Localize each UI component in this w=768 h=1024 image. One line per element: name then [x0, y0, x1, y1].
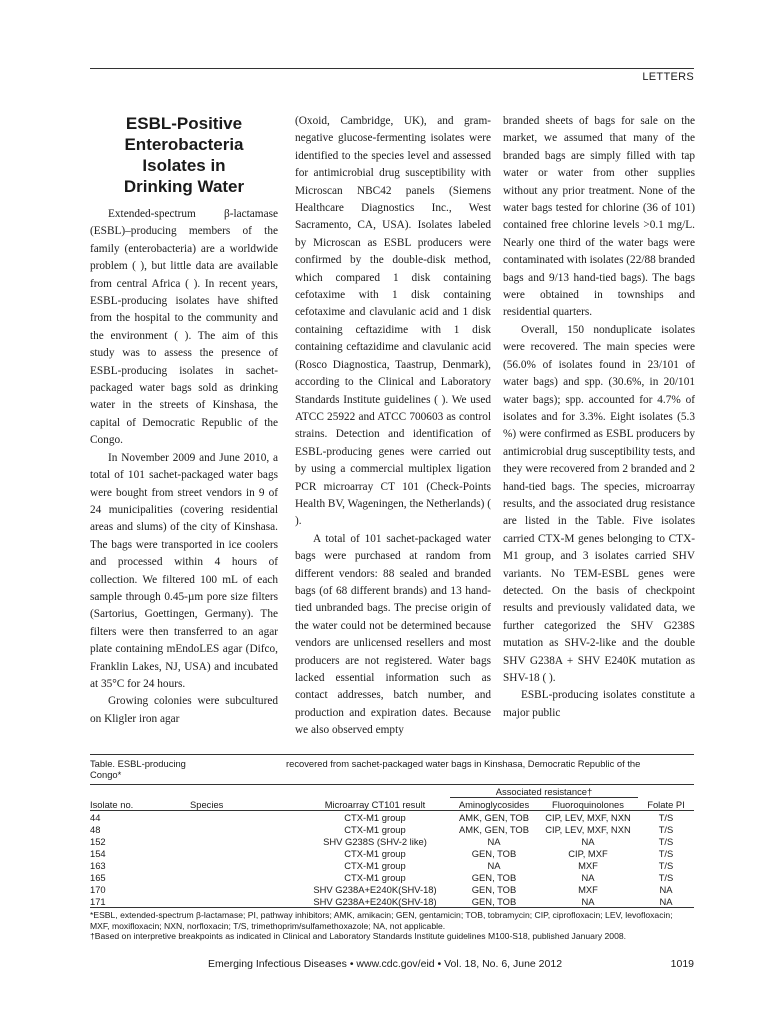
table-row: 165 CTX-M1 group GEN, TOB NA T/S	[90, 872, 674, 883]
page-number: 1019	[670, 958, 694, 970]
table-row: 170 SHV G238A+E240K(SHV-18) GEN, TOB MXF NA	[90, 884, 673, 895]
column-header: Fluoroquinolones	[538, 798, 638, 811]
footnote: †Based on interpretive breakpoints as indicated in Clinical and Laboratory Standards Institute guidelines M100-S18, published January 2008.	[90, 931, 627, 941]
title-line: Drinking Water	[123, 177, 245, 196]
article-title	[90, 113, 278, 197]
section-label: LETTERS	[642, 71, 694, 83]
title-line: Enterobacteria	[124, 135, 244, 154]
paragraph: ESBL-producing isolates constitute a major public	[503, 689, 695, 719]
data-table	[90, 784, 694, 908]
header-row-group	[90, 785, 694, 798]
paragraph: In November 2009 and June 2010, a total of 101 sachet-packaged water bags were bought from street vendors in 9 of 24 municipalities (covering residential areas and slums) of the city of Kinshasa. The bags were transported in ice coolers and processed within 4 hours of collection. We filtered 100 mL of each sample through 0.45-µm pore size filters (Sartorius, Goettingen, Germany). The filters were then transferred to an agar plate containing mEndoLES agar (Difco, Franklin Lakes, NJ, USA) and incubated at 35°C for 24 hours.	[90, 451, 278, 690]
column-header: Species	[190, 798, 300, 811]
caption-line-2: Congo*	[90, 769, 122, 780]
results-table	[90, 754, 694, 942]
paragraph: (Oxoid, Cambridge, UK), and gram-negative glucose-fermenting isolates were identified to the species level and assessed for antimicrobial drug susceptibility with Microscan NBC42 panels (Siemens Healthcare Diagnostics Inc., West Sacramento, CA, USA). Isolates labeled by Microscan as ESBL producers were confirmed by the double-disk method, which compared 1 disk containing cefotaxime with 1 disk containing cefotaxime and clavulanic acid and 1 disk containing ceftazidime with 1 disk containing ceftazidime and clavulanic acid (Rosco Diagnostica, Taastrup, Denmark), according to the Clinical and Laboratory Standards Institute guidelines ( ). We used ATCC 25922 and ATCC 700603 as control strains. Detection and identification of ESBL-producing genes were carried out by using a commercial multiplex ligation PCR microarray CT 101 (Check-Points Health BV, Wageningen, the Netherlands) ( ).	[295, 115, 492, 528]
table-row: 171 SHV G238A+E240K(SHV-18) GEN, TOB NA NA	[90, 895, 694, 908]
column-2	[295, 113, 491, 740]
paragraph: Extended-spectrum β-lactamase (ESBL)–producing members of the family (enterobacteria) are a worldwide problem ( ), but little data are available from central Africa ( ). In recent years, ESBL-producing isolates have shifted from the hospital to the community and the environment ( ). The aim of this study was to assess the presence of ESBL-producing isolates in sachet-packaged water bags sold as drinking water in the streets of Kinshasa, the capital of Democratic Republic of the Congo.	[90, 208, 278, 447]
table-row: 44 CTX-M1 group AMK, GEN, TOB CIP, LEV, MXF, NXN T/S	[90, 812, 674, 823]
table-caption	[90, 754, 694, 769]
associated-resistance-header: Associated resistance†	[450, 785, 638, 798]
journal-citation: Emerging Infectious Diseases • www.cdc.gov/eid • Vol. 18, No. 6, June 2012	[208, 958, 563, 970]
column-header: Folate PI	[638, 798, 694, 811]
header-row	[90, 798, 694, 811]
table-row: 163 CTX-M1 group NA MXF T/S	[90, 860, 674, 871]
column-3	[503, 113, 695, 722]
paragraph: branded sheets of bags for sale on the market, we assumed that many of the branded bags are simply filled with tap water or water from other supplies without any prior treatment. None of the water bags tested for chlorine (36 of 101) contained free chlorine levels >0.1 mg/L. Nearly one third of the water bags were contaminated with isolates (22/88 branded bags and 9/13 hand-tied bags). The bags were obtained in townships and residential quarters.	[503, 115, 695, 319]
column-header: Isolate no.	[90, 798, 190, 811]
paragraph: Overall, 150 nonduplicate isolates were recovered. The main species were (56.0% of isolates found in 23/101 of water bags) and spp. (30.6%, in 20/101 water bags); spp. accounted for 4.7% of isolates and for 3.3%. Eight isolates (5.3 %) were confirmed as ESBL producers by antimicrobial drug susceptibility tests, and they were recovered from 2 branded and 2 hand-tied bags. The species, microarray results, and the associated drug resistance are listed in the Table. Five isolates carried CTX-M genes belonging to CTX-M1 group, and 3 isolates carried SHV variants. No TEM-ESBL genes were detected. On the basis of checkpoint results and previously validated data, we further categorized the SHV G238S mutation as SHV-2-like and the double SHV G238A + SHV E240K mutation as SHV-18 ( ).	[503, 323, 695, 684]
column-1	[90, 113, 278, 728]
paragraph: Growing colonies were subcultured on Kligler iron agar	[90, 695, 278, 725]
footnote: *ESBL, extended-spectrum β-lactamase; PI, pathway inhibitors; AMK, amikacin; GEN, gentamicin; TOB, tobramycin; CIP, ciprofloxacin; LEV, levofloxacin; MXF, moxifloxacin; NXN, norfloxacin; T/S, trimethoprim/sulfamethoxazole; NA, not applicable.	[90, 910, 673, 931]
caption-right: recovered from sachet-packaged water bags in Kinshasa, Democratic Republic of the	[286, 758, 641, 769]
table-row: 48 CTX-M1 group AMK, GEN, TOB CIP, LEV, MXF, NXN T/S	[90, 824, 674, 835]
title-line: ESBL-Positive	[125, 114, 243, 133]
top-rule	[90, 68, 694, 69]
column-header: Aminoglycosides	[450, 798, 538, 811]
paragraph: A total of 101 sachet-packaged water bags were purchased at random from different vendors: 88 sealed and branded bags (of 68 different brands) and 13 hand-tied unbranded bags. The precise origin of the water could not be determined because vendors are unlicensed resellers and most producers are not registered. Water bags lacked essential information such as contact addresses, batch number, and production and expiration dates. Because we also observed empty	[295, 532, 491, 737]
table-footnotes	[90, 910, 694, 942]
table-row: 154 CTX-M1 group GEN, TOB CIP, MXF T/S	[90, 848, 674, 859]
title-line: Isolates in	[142, 156, 226, 175]
caption-left: Table. ESBL-producing	[90, 758, 186, 769]
table-row: 152 SHV G238S (SHV-2 like) NA NA T/S	[90, 836, 674, 847]
column-header: Microarray CT101 result	[300, 798, 450, 811]
